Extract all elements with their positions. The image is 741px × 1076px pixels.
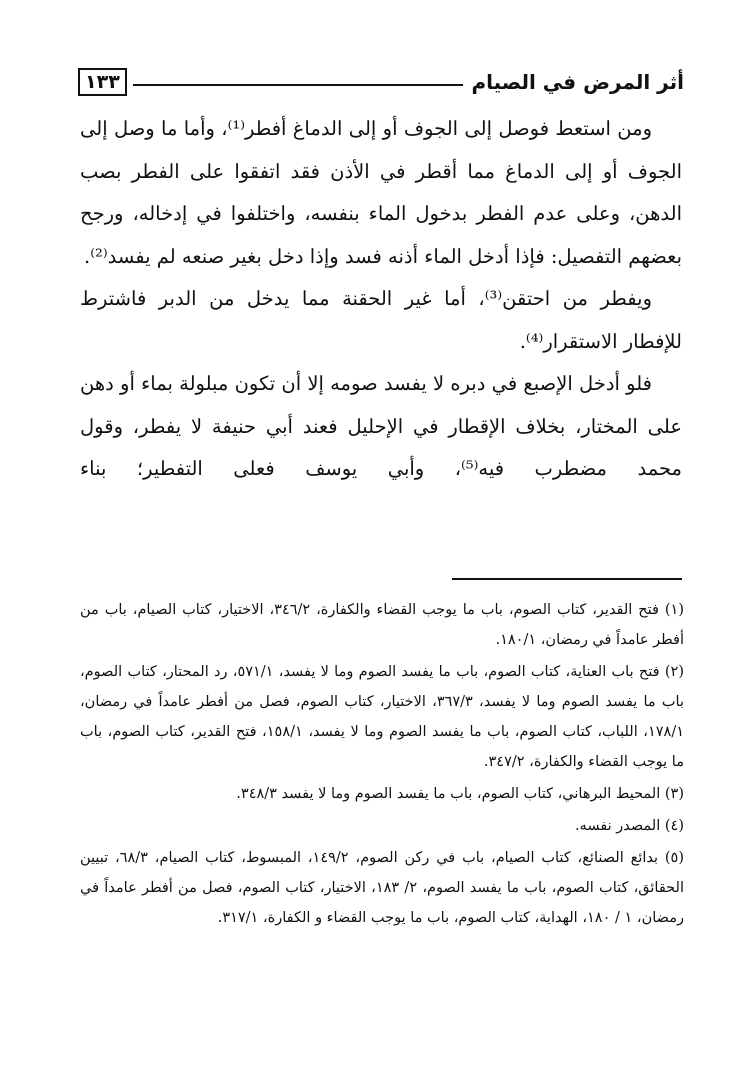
footnote-5: (٥) بدائع الصنائع، كتاب الصيام، باب في ركن الصوم، ١٤٩/٢، المبسوط، كتاب الصيام، ٦٨/٣، تبيين الحقائق، كتاب الصوم، باب ما يفسد الصوم، ٢/ ١٨٣، الاختيار، كتاب الصوم، فصل من أفطر عامداً في رمضان، ١ / ١٨٠، الهداية، كتاب الصوم، باب ما يوجب القضاء و الكفارة، ٣١٧/١. bbox=[80, 850, 684, 926]
header-rule bbox=[133, 84, 464, 86]
book-title: أثر المرض في الصيام bbox=[471, 70, 684, 94]
footnote-separator bbox=[452, 578, 682, 580]
paragraph-2: ويفطر من احتقن⁽³⁾، أما غير الحقنة مما يدخل من الدبر فاشترط للإفطار الاستقرار⁽⁴⁾. bbox=[80, 287, 682, 353]
footnote-3: (٣) المحيط البرهاني، كتاب الصوم، باب ما يفسد الصوم وما لا يفسد ٣٤٨/٣. bbox=[236, 786, 684, 802]
running-header bbox=[78, 66, 684, 98]
footnotes bbox=[80, 595, 684, 935]
main-text bbox=[80, 108, 682, 491]
page-number: ١٣٣ bbox=[78, 68, 127, 96]
footnote-4: (٤) المصدر نفسه. bbox=[574, 818, 684, 834]
paragraph-3: فلو أدخل الإصبع في دبره لا يفسد صومه إلا أن تكون مبلولة بماء أو دهن على المختار، بخلاف الإقطار في الإحليل فعند أبي حنيفة لا يفطر، وقول محمد مضطرب فيه⁽⁵⁾، وأبي يوسف فعلى التفطير؛ بناء bbox=[80, 372, 683, 480]
footnote-1: (١) فتح القدير، كتاب الصوم، باب ما يوجب القضاء والكفارة، ٣٤٦/٢، الاختيار، كتاب الصيام، باب من أفطر عامداً في رمضان، ١٨٠/١. bbox=[80, 602, 684, 648]
paragraph-1: ومن استعط فوصل إلى الجوف أو إلى الدماغ أفطر⁽¹⁾، وأما ما وصل إلى الجوف أو إلى الدماغ مما أقطر في الأذن فقد اتفقوا على الفطر بصب الدهن، وعلى عدم الفطر بدخول الماء بنفسه، واختلفوا في إدخاله، ورجح بعضهم التفصيل: فإذا أدخل الماء أذنه فسد وإذا دخل بغير صنعه لم يفسد⁽²⁾. bbox=[80, 117, 682, 268]
footnote-2: (٢) فتح باب العناية، كتاب الصوم، باب ما يفسد الصوم وما لا يفسد، ٥٧١/١، رد المحتار، كتاب الصوم، باب ما يفسد الصوم وما لا يفسد، ٣٦٧/٣، الاختيار، كتاب الصوم، فصل من أفطر عامداً في رمضان، ١٧٨/١، اللباب، كتاب الصوم، باب ما يفسد الصوم وما لا يفسد، ١٥٨/١، فتح القدير، كتاب الصوم، باب ما يوجب القضاء والكفارة، ٣٤٧/٢. bbox=[80, 664, 685, 770]
